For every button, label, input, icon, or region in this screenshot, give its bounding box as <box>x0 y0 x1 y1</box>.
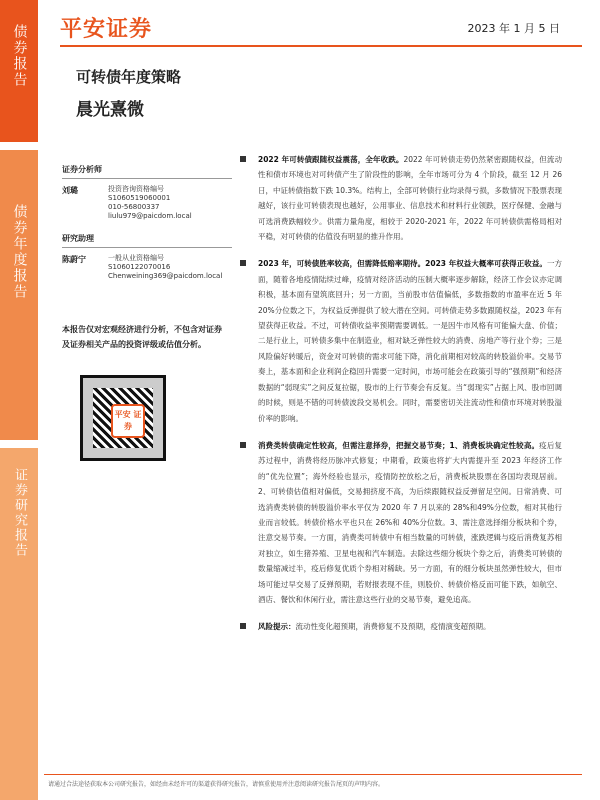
assistant-name: 陈蔚宁 <box>62 255 86 264</box>
summary-paragraph <box>240 256 562 425</box>
analyst-email[interactable]: liulu979@paicdom.local <box>108 212 192 220</box>
paragraph-text: 一方面，随着各地疫情陆续过峰，疫情对经济活动的压制大概率逐步解除，经济工作会议亦定调积极，基本面有望筑底回升；另一方面，当前股市估值偏低，多数指数的市盈率在近 5 年 20%分位数之下，为权益反弹提供了较大潜在空间。可转债走势多数跟随权益，2023 年有望获得正收益。不过，可转债收益率预期需要调低。一是因牛市风格有可能偏大盘、价值；二是行业上，可转债多集中在制造业，相对缺乏弹性较大的消费、房地产等行业个券；三是风险偏好转暖后，资金对可转债的需求可能下降，消化前期相对较高的转股溢价率。交易节奏上，基本面和企业利润企稳回升需要一定时间，市场可能会在政策引导的“强预期”和经济数据的“弱现实”之间反复拉锯，股市的上行节奏会有反复。当“弱现实”占据上风、股市回调的时候，则是不错的可转债波段交易机会。同时，需要密切关注流动性和债市环境对转股溢价率的影响。 <box>258 259 563 423</box>
assistant-email[interactable]: Chenweining369@paicdom.local <box>108 272 223 280</box>
paragraph-lead: 风险提示： <box>258 622 296 632</box>
paragraph-lead: 2022 年可转债跟随权益震荡，全年收跌。 <box>258 155 404 164</box>
assistant-entry <box>62 254 232 281</box>
side-banner <box>0 0 38 800</box>
summary-paragraph <box>240 152 562 244</box>
analyst-phone: 010-56800337 <box>108 203 160 211</box>
analyst-heading: 证券分析师 <box>62 164 232 179</box>
paragraph-lead: 消费类转债确定性较高，但需注意择券，把握交易节奏；1、消费板块确定性较高。 <box>258 440 540 450</box>
square-bullet-icon <box>240 442 246 448</box>
assistant-heading: 研究助理 <box>62 233 232 248</box>
paragraph-lead: 2023 年，可转债胜率较高，但需降低赔率期待。2023 年权益大概率可获得正收益。 <box>258 259 547 269</box>
company-logo: 平安证券 <box>60 17 153 42</box>
assistant-info <box>108 254 222 281</box>
assistant-cert-number: S1060122070016 <box>108 263 171 271</box>
analyst-info <box>108 185 192 221</box>
report-summary <box>240 152 562 647</box>
side-banner-report-category <box>0 150 38 440</box>
analyst-name: 刘璐 <box>62 186 78 195</box>
scope-disclaimer: 本报告仅对宏观经济进行分析，不包含对证券及证券相关产品的投资评级或估值分析。 <box>62 325 222 349</box>
qr-logo: 平安 证券 <box>111 404 145 438</box>
side-banner-text: 债券报告 <box>11 24 28 88</box>
side-banner-report-type <box>0 0 38 142</box>
report-date: 2023 年 1 月 5 日 <box>467 22 560 35</box>
analyst-cert-number: S1060519060001 <box>108 194 171 202</box>
assistant-cert-label: 一般从业资格编号 <box>108 254 164 262</box>
risk-warning <box>240 619 562 634</box>
report-subtitle: 晨光熹微 <box>76 100 144 120</box>
paragraph-text: 2022 年可转债走势仍然紧密跟随权益，但流动性和债市环境也对可转债产生了阶段性的影响，全年市场可分为 4 个阶段，截至 12 月 26 日，中证转债指数下跌 10.3%。结构上，全部可转债行业均录得亏损，多数情况下股票表现越好，该行业可转债表现也越好，公用事业、信息技术和材料行业领跌，医疗保健、金融与可选消费跌幅较少。供需力量角度，相较于 2020-2021 年，2022 年可转债供需格局相对平稳，对可转债的估值没有明显的推升作用。 <box>258 155 562 242</box>
square-bullet-icon <box>240 623 246 629</box>
square-bullet-icon <box>240 156 246 162</box>
qr-code[interactable] <box>80 375 166 461</box>
paragraph-text: 流动性变化超预期，消费修复不及预期，疫情演变超预期。 <box>295 622 491 632</box>
author-panel <box>62 164 232 293</box>
side-banner-text: 债券年度报告 <box>11 204 28 300</box>
analyst-entry <box>62 185 232 221</box>
side-banner-text: 证券研究报告 <box>12 468 27 558</box>
side-banner-research <box>0 448 38 800</box>
header-divider <box>60 45 582 47</box>
footer-divider <box>44 774 582 775</box>
paragraph-text: 疫后复苏过程中，消费将经历脉冲式修复；中期看，政策也将扩大内需提升至 2023 年经济工作的“优先位置”；海外经验也显示，疫情防控放松之后，消费板块股票在各国均表现居前。2、可转债估值相对偏低，交易拥挤度不高，为后续跟随权益反弹留足空间。日常消费、可选消费类转债的转股溢价率水平仅为 2020 年 7 月以来的 28%和49%分位数，相对其他行业而言较低。转债价格水平也只在 26%和 40%分位数。3、需注意选择细分板块和个券，注意交易节奏。一方面，消费类可转债中有相当数量的可转债，涨跌逻辑与疫后消费复苏相对独立，如生猪养殖、卫星电视和汽车制造。去除这些细分板块个券之后，消费类可转债的数量缩减过半，疫后修复优质个券相对稀缺。另一方面，有的细分板块虽然弹性较大，但市场可能过早交易了反弹预期，若财报表现不佳，则股价、转债价格反而可能下跌，如航空、酒店、餐饮和休闲行业，需注意这些行业的交易节奏，避免追高。 <box>258 440 563 604</box>
summary-paragraph <box>240 438 562 607</box>
footer-notice: 请通过合法途径获取本公司研究报告，如经由未经许可的渠道获得研究报告，请慎重使用并注意阅读研究报告尾页的声明内容。 <box>48 781 385 788</box>
analyst-cert-label: 投资咨询资格编号 <box>108 185 164 193</box>
square-bullet-icon <box>240 260 246 266</box>
report-title: 可转债年度策略 <box>76 68 182 86</box>
